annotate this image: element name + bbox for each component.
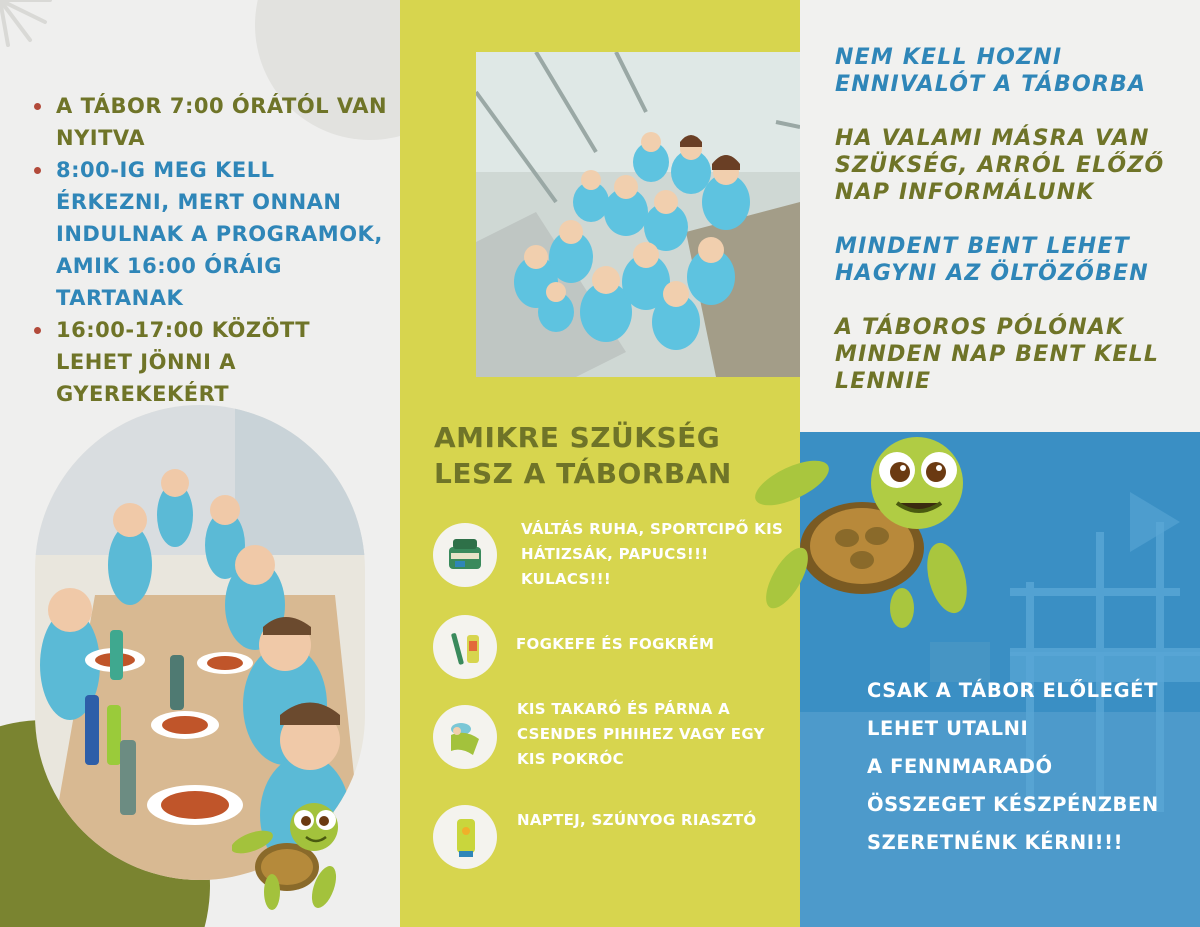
backpack-clothes-icon xyxy=(433,523,497,587)
packing-item-clothes: VÁLTÁS RUHA, SPORTCIPŐ KIS HÁTIZSÁK, PAPUCS!!! KULACS!!! xyxy=(521,520,784,588)
info-notes xyxy=(835,44,1195,422)
payment-line-5: SZERETNÉNK KÉRNI!!! xyxy=(867,831,1124,854)
payment-line-1: CSAK A TÁBOR ELŐLEGÉT xyxy=(867,679,1159,702)
big-turtle-icon xyxy=(752,428,982,628)
packing-list-title: AMIKRE SZÜKSÉG LESZ A TÁBORBAN xyxy=(434,421,732,490)
payment-line-4: ÖSSZEGET KÉSZPÉNZBEN xyxy=(867,793,1159,816)
bullet-arrival-time: 8:00-IG MEG KELL ÉRKEZNI, MERT ONNAN INDULNAK A PROGRAMOK, AMIK 16:00 ÓRÁIG TARTANAK xyxy=(30,154,390,314)
bullet-pickup-time: 16:00-17:00 KÖZÖTT LEHET JÖNNI A GYEREKEKÉRT xyxy=(30,314,390,410)
sunscreen-icon xyxy=(433,805,497,869)
children-group-photo xyxy=(476,52,800,377)
bullet-opening-time: A TÁBOR 7:00 ÓRÁTÓL VAN NYITVA xyxy=(30,90,390,154)
middle-panel xyxy=(400,0,800,927)
blanket-pillow-icon xyxy=(433,705,497,769)
left-panel xyxy=(0,0,400,927)
packing-item-toothbrush: FOGKEFE ÉS FOGKRÉM xyxy=(516,635,715,653)
note-leave-in-dressing-room: MINDENT BENT LEHET HAGYNI AZ ÖLTÖZŐBEN xyxy=(835,234,1149,286)
packing-item-sunscreen: NAPTEJ, SZÚNYOG RIASZTÓ xyxy=(517,811,757,829)
note-no-food: NEM KELL HOZNI ENNIVALÓT A TÁBORBA xyxy=(835,45,1147,97)
note-info-day-before: HA VALAMI MÁSRA VAN SZÜKSÉG, ARRÓL ELŐZŐ NAP INFORMÁLUNK xyxy=(835,126,1165,205)
payment-line-3: A FENNMARADÓ xyxy=(867,755,1053,778)
toothbrush-icon xyxy=(433,615,497,679)
schedule-bullet-list xyxy=(30,90,390,410)
payment-line-2: LEHET UTALNI xyxy=(867,717,1029,740)
sunburst-decoration-icon xyxy=(0,0,60,50)
small-turtle-icon xyxy=(232,792,352,912)
payment-info xyxy=(867,672,1197,862)
packing-item-blanket: KIS TAKARÓ ÉS PÁRNA A CSENDES PIHIHEZ VAGY EGY KIS POKRÓC xyxy=(517,700,765,768)
note-camp-tshirt: A TÁBOROS PÓLÓNAK MINDEN NAP BENT KELL LENNIE xyxy=(835,315,1160,394)
